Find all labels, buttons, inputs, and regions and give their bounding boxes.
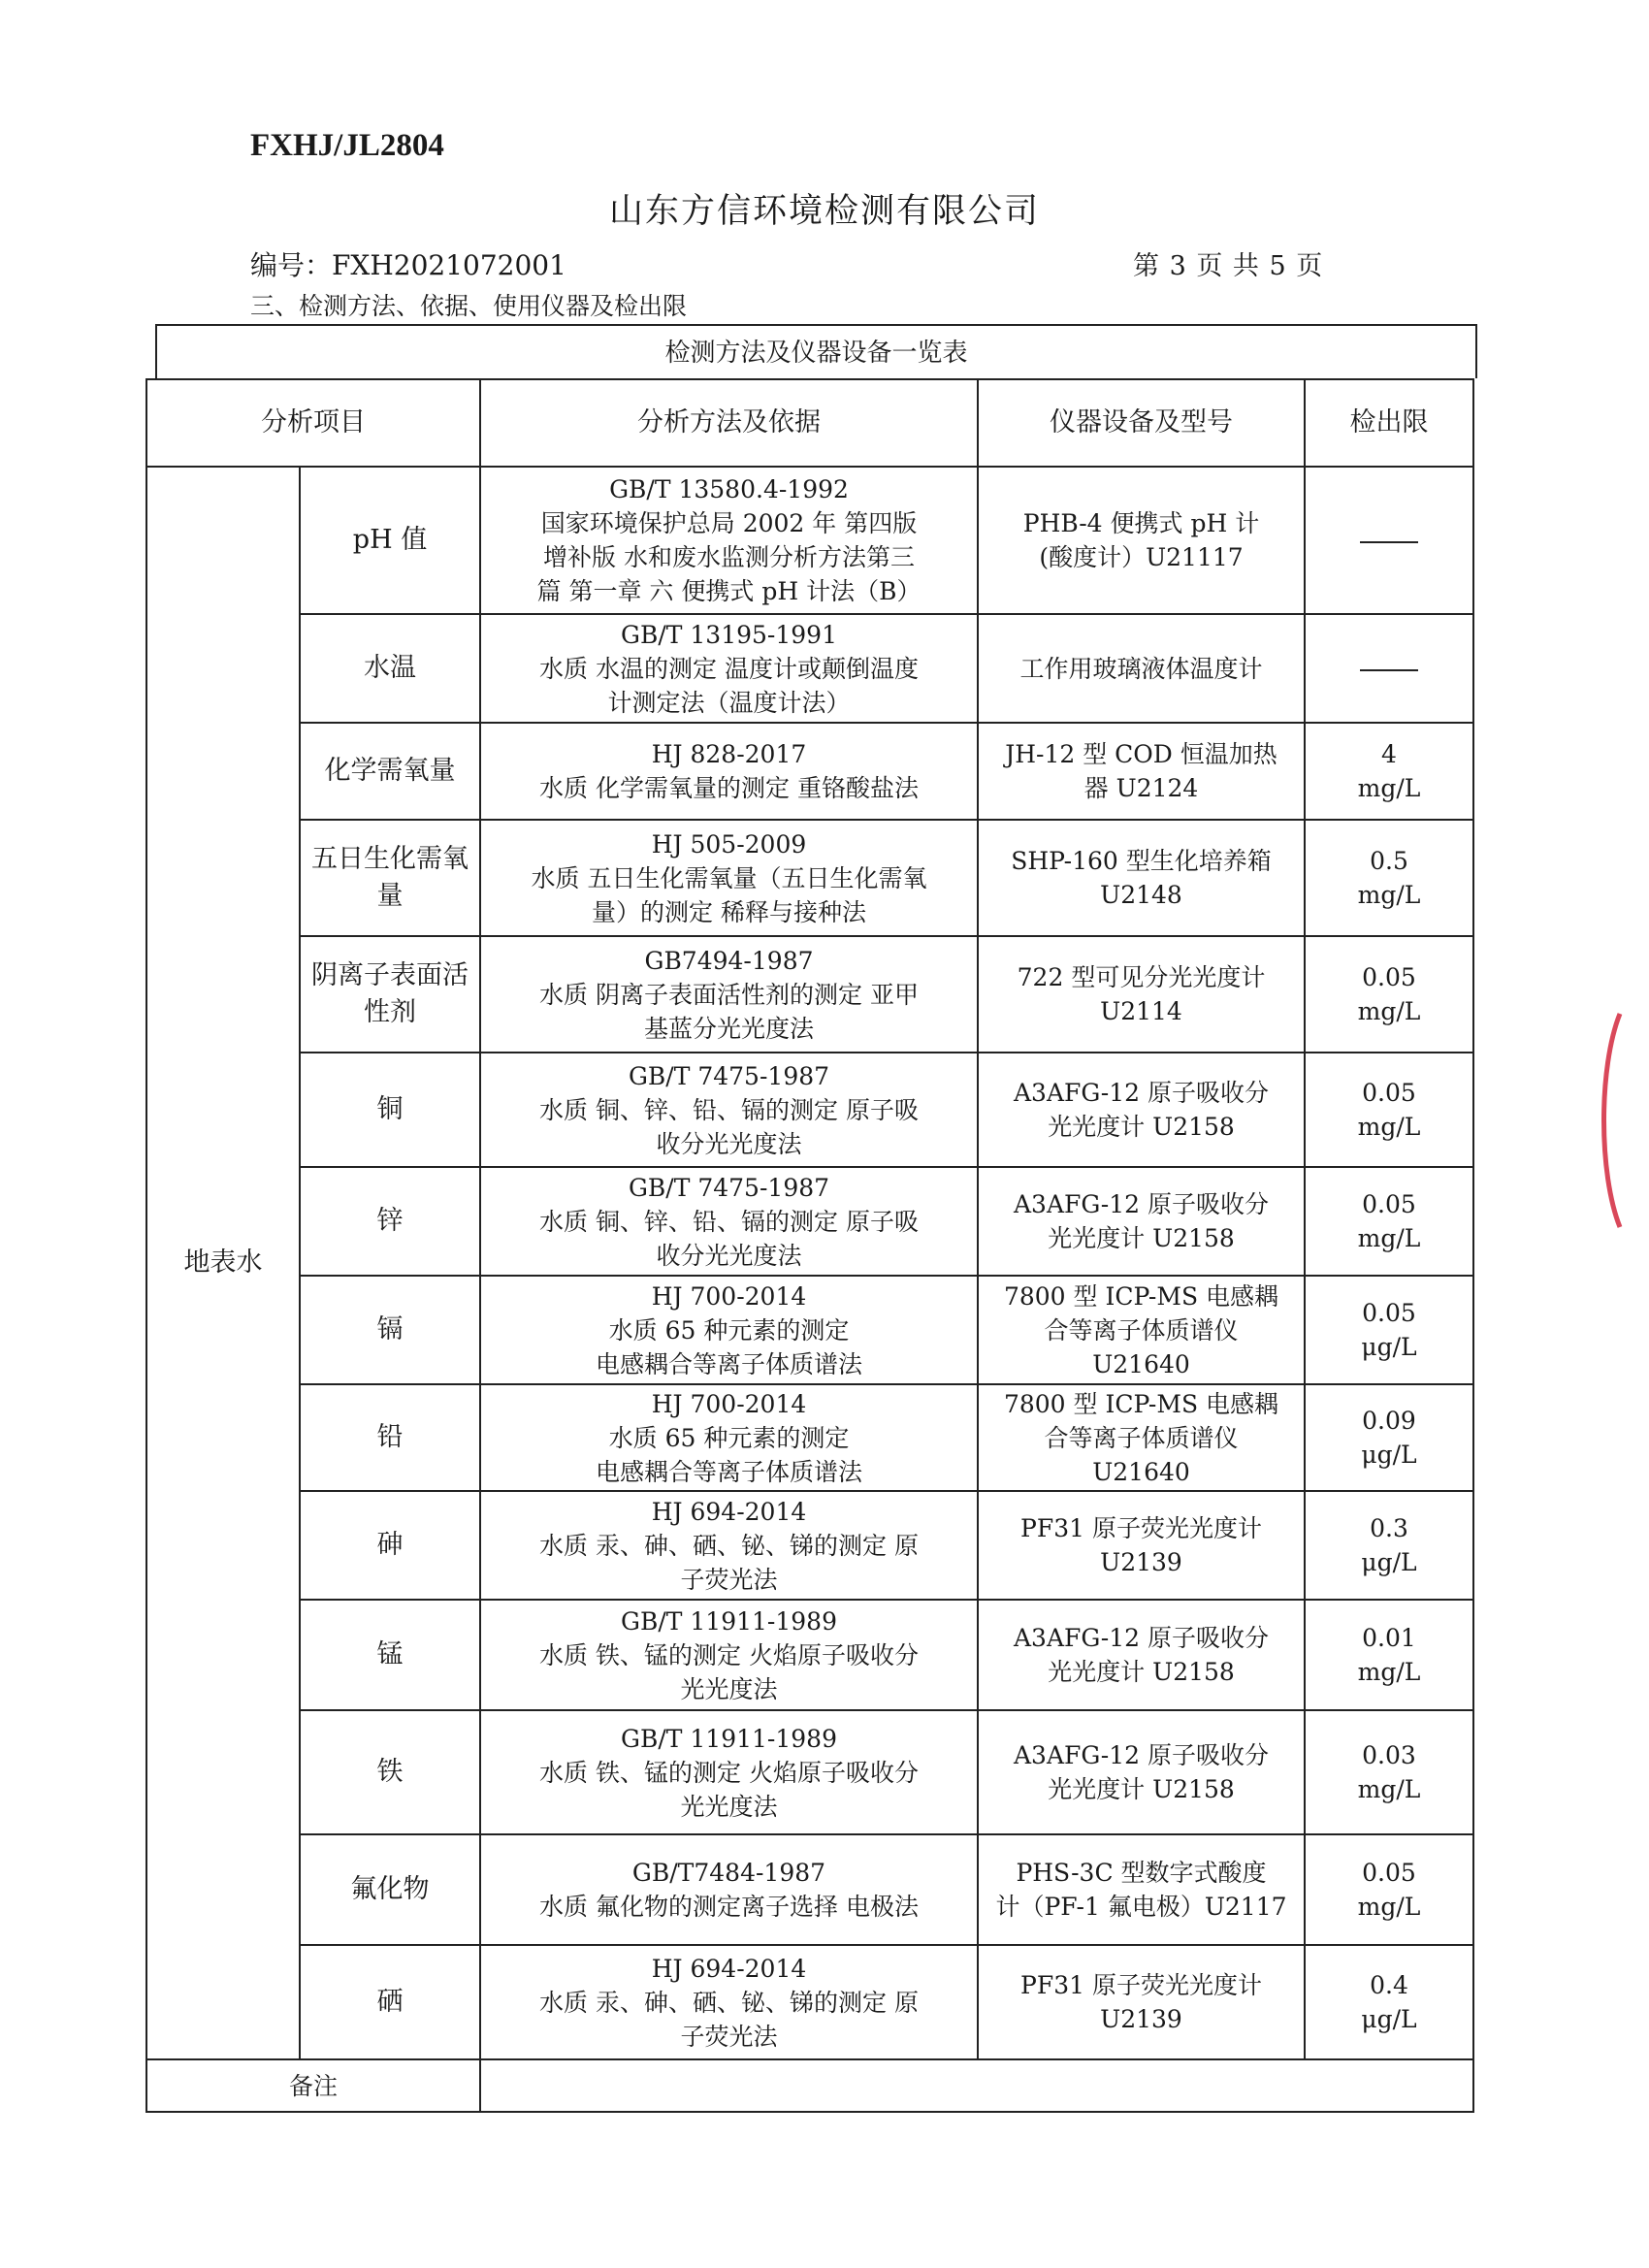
cell-line: 7800 型 ICP-MS 电感耦 [1003, 1281, 1279, 1311]
cell-line: 收分光光度法 [656, 1129, 802, 1158]
method-cell [480, 1945, 978, 2059]
instrument-cell [978, 936, 1305, 1053]
cell-line: 光光度法 [680, 1674, 778, 1703]
dash-mark [1360, 541, 1418, 543]
cell-line: PF31 原子荧光光度计 [1020, 1514, 1262, 1542]
method-cell [480, 614, 978, 723]
instrument-cell [978, 1710, 1305, 1834]
analysis-item-cell: 水温 [300, 614, 480, 723]
cell-line: 子荧光法 [680, 1565, 778, 1594]
method-cell [480, 936, 978, 1053]
methods-table [146, 378, 1474, 2113]
detection-limit-cell [1305, 1384, 1473, 1491]
cell-line: HJ 694-2014 [651, 1497, 807, 1526]
method-cell [480, 1053, 978, 1167]
cell-line: HJ 700-2014 [651, 1281, 807, 1311]
table-row [146, 1384, 1473, 1491]
cell-line: (酸度计）U21117 [1039, 543, 1244, 571]
instrument-cell [978, 820, 1305, 936]
method-cell [480, 1600, 978, 1710]
cell-line: 0.05 [1362, 1299, 1416, 1327]
instrument-cell [978, 1276, 1305, 1384]
cell-line: HJ 828-2017 [651, 740, 807, 768]
cell-line: mg/L [1357, 1113, 1421, 1141]
dash-mark [1360, 669, 1418, 671]
cell-line: 收分光光度法 [656, 1241, 802, 1270]
cell-line: 合等离子体质谱仪 [1044, 1423, 1239, 1452]
cell-line: GB/T 7475-1987 [628, 1061, 830, 1090]
instrument-cell [978, 1053, 1305, 1167]
detection-limit-cell [1305, 1053, 1473, 1167]
analysis-item-cell: 锰 [300, 1600, 480, 1710]
cell-line: 水质 水温的测定 温度计或颠倒温度 [539, 654, 919, 683]
instrument-cell [978, 1384, 1305, 1491]
table-row [146, 723, 1473, 820]
cell-line: 光光度计 U2158 [1048, 1775, 1235, 1803]
cell-line: U2114 [1100, 997, 1182, 1025]
cell-line: 722 型可见分光光度计 [1017, 963, 1266, 991]
method-cell [480, 467, 978, 614]
section-title: 三、检测方法、依据、使用仪器及检出限 [250, 292, 688, 320]
cell-line: 国家环境保护总局 2002 年 第四版 [540, 509, 918, 537]
method-cell [480, 820, 978, 936]
instrument-cell [978, 467, 1305, 614]
cell-line: U2139 [1100, 2005, 1182, 2033]
instrument-cell [978, 1167, 1305, 1276]
header-analysis-item: 分析项目 [146, 379, 480, 467]
cell-line: 0.05 [1362, 1859, 1416, 1887]
cell-line: 电感耦合等离子体质谱法 [595, 1457, 862, 1486]
cell-line: GB/T 13195-1991 [621, 620, 837, 649]
analysis-item-cell: 阴离子表面活性剂 [300, 936, 480, 1053]
cell-line: 光光度计 U2158 [1048, 1658, 1235, 1686]
cell-line: U21640 [1092, 1457, 1190, 1486]
header-method: 分析方法及依据 [480, 379, 978, 467]
header-detection-limit: 检出限 [1305, 379, 1473, 467]
detection-limit-cell [1305, 1276, 1473, 1384]
instrument-cell [978, 1600, 1305, 1710]
analysis-item-cell: 锌 [300, 1167, 480, 1276]
table-row [146, 1600, 1473, 1710]
instrument-cell [978, 723, 1305, 820]
method-cell [480, 723, 978, 820]
cell-line: 子荧光法 [680, 2022, 778, 2051]
analysis-item-cell: 五日生化需氧量 [300, 820, 480, 936]
cell-line: A3AFG-12 原子吸收分 [1013, 1190, 1269, 1218]
cell-line: μg/L [1361, 1333, 1417, 1361]
table-row [146, 1167, 1473, 1276]
cell-line: μg/L [1361, 2005, 1417, 2033]
cell-line: A3AFG-12 原子吸收分 [1013, 1079, 1269, 1107]
detection-limit-cell [1305, 1600, 1473, 1710]
table-row [146, 936, 1473, 1053]
analysis-item-cell: 硒 [300, 1945, 480, 2059]
cell-line: 0.05 [1362, 963, 1416, 991]
table-row [146, 1834, 1473, 1945]
cell-line: 0.01 [1362, 1624, 1416, 1652]
cell-line: PF31 原子荧光光度计 [1020, 1971, 1262, 1999]
detection-limit-cell [1305, 467, 1473, 614]
detection-limit-cell [1305, 1945, 1473, 2059]
cell-line: 水质 铁、锰的测定 火焰原子吸收分 [539, 1640, 919, 1669]
analysis-item-cell: 铅 [300, 1384, 480, 1491]
instrument-cell [978, 614, 1305, 723]
method-cell [480, 1167, 978, 1276]
cell-line: 水质 铜、锌、铅、镉的测定 原子吸 [539, 1095, 919, 1124]
analysis-item-cell: 铜 [300, 1053, 480, 1167]
page-indicator: 第 3 页 共 5 页 [1133, 251, 1324, 281]
cell-line: PHS-3C 型数字式酸度 [1016, 1859, 1267, 1887]
cell-line: 电感耦合等离子体质谱法 [595, 1349, 862, 1378]
cell-line: mg/L [1357, 1658, 1421, 1686]
detection-limit-cell [1305, 614, 1473, 723]
report-number: 编号：FXH2021072001 [250, 249, 566, 281]
table-row [146, 1945, 1473, 2059]
cell-line: 水质 化学需氧量的测定 重铬酸盐法 [539, 774, 919, 802]
cell-line: GB/T 7475-1987 [628, 1173, 830, 1202]
cell-line: 水质 汞、砷、硒、铋、锑的测定 原 [539, 1988, 919, 2017]
cell-line: A3AFG-12 原子吸收分 [1013, 1624, 1269, 1652]
cell-line: mg/L [1357, 774, 1421, 802]
instrument-cell [978, 1491, 1305, 1600]
cell-line: GB7494-1987 [644, 946, 814, 975]
cell-line: U2148 [1100, 881, 1182, 909]
cell-line: 0.05 [1362, 1079, 1416, 1107]
table-row [146, 1491, 1473, 1600]
table-row [146, 1276, 1473, 1384]
analysis-item-cell: 铁 [300, 1710, 480, 1834]
cell-line: mg/L [1357, 1224, 1421, 1252]
analysis-item-cell: 镉 [300, 1276, 480, 1384]
detection-limit-cell [1305, 1710, 1473, 1834]
note-label: 备注 [146, 2059, 480, 2112]
method-cell [480, 1710, 978, 1834]
cell-line: 0.5 [1370, 847, 1408, 875]
header-instrument: 仪器设备及型号 [978, 379, 1305, 467]
cell-line: HJ 505-2009 [651, 829, 807, 859]
cell-line: 计测定法（温度计法） [607, 688, 851, 717]
cell-line: 水质 阴离子表面活性剂的测定 亚甲 [539, 980, 919, 1009]
cell-line: 增补版 水和废水监测分析方法第三 [543, 543, 915, 571]
analysis-item-cell: 氟化物 [300, 1834, 480, 1945]
table-row [146, 1053, 1473, 1167]
method-cell [480, 1491, 978, 1600]
cell-line: 量）的测定 稀释与接种法 [592, 897, 866, 926]
company-name: 山东方信环境检测有限公司 [608, 192, 1040, 231]
cell-line: 基蓝分光光度法 [643, 1014, 814, 1043]
cell-line: 合等离子体质谱仪 [1044, 1315, 1239, 1345]
cell-line: 水质 五日生化需氧量（五日生化需氧 [531, 863, 927, 892]
document-code: FXHJ/JL2804 [250, 128, 444, 163]
cell-line: mg/L [1357, 881, 1421, 909]
cell-line: mg/L [1357, 1893, 1421, 1921]
table-row [146, 614, 1473, 723]
analysis-item-cell: 化学需氧量 [300, 723, 480, 820]
cell-line: 水质 氟化物的测定离子选择 电极法 [539, 1893, 919, 1921]
analysis-item-cell: 砷 [300, 1491, 480, 1600]
instrument-cell [978, 1945, 1305, 2059]
cell-line: SHP-160 型生化培养箱 [1011, 847, 1272, 875]
cell-line: 器 U2124 [1083, 774, 1199, 802]
detection-limit-cell [1305, 820, 1473, 936]
note-row [146, 2059, 1473, 2112]
detection-limit-cell [1305, 723, 1473, 820]
table-row [146, 1710, 1473, 1834]
cell-line: 水质 铁、锰的测定 火焰原子吸收分 [539, 1758, 919, 1787]
cell-line: GB/T 13580.4-1992 [609, 475, 849, 503]
cell-line: 光光度法 [680, 1792, 778, 1821]
table-caption: 检测方法及仪器设备一览表 [155, 324, 1477, 378]
category-cell: 地表水 [146, 467, 300, 2059]
red-seal-stamp-edge [1591, 1009, 1630, 1232]
cell-line: 7800 型 ICP-MS 电感耦 [1003, 1389, 1279, 1418]
cell-line: HJ 700-2014 [651, 1389, 807, 1418]
cell-line: 0.4 [1370, 1971, 1408, 1999]
cell-line: 0.05 [1362, 1190, 1416, 1218]
cell-line: 工作用玻璃液体温度计 [1019, 654, 1263, 683]
table-header-row [146, 379, 1473, 467]
detection-limit-cell [1305, 1834, 1473, 1945]
cell-line: A3AFG-12 原子吸收分 [1013, 1741, 1269, 1769]
cell-line: 0.3 [1370, 1514, 1408, 1542]
cell-line: GB/T 11911-1989 [621, 1724, 837, 1753]
method-cell [480, 1834, 978, 1945]
cell-line: GB/T7484-1987 [631, 1859, 826, 1887]
detection-limit-cell [1305, 1491, 1473, 1600]
cell-line: GB/T 11911-1989 [621, 1606, 837, 1636]
cell-line: 光光度计 U2158 [1048, 1113, 1235, 1141]
cell-line: 4 [1381, 740, 1397, 768]
table-row [146, 820, 1473, 936]
detection-limit-cell [1305, 936, 1473, 1053]
cell-line: mg/L [1357, 997, 1421, 1025]
analysis-item-cell: pH 值 [300, 467, 480, 614]
cell-line: μg/L [1361, 1441, 1417, 1469]
cell-line: 光光度计 U2158 [1048, 1224, 1235, 1252]
cell-line: JH-12 型 COD 恒温加热 [1005, 740, 1277, 768]
cell-line: 0.03 [1362, 1741, 1416, 1769]
detection-limit-cell [1305, 1167, 1473, 1276]
cell-line: 篇 第一章 六 便携式 pH 计法（B） [536, 577, 922, 605]
cell-line: 0.09 [1362, 1407, 1416, 1435]
cell-line: 水质 65 种元素的测定 [608, 1423, 850, 1452]
note-value [480, 2059, 1473, 2112]
method-cell [480, 1384, 978, 1491]
cell-line: 水质 铜、锌、铅、镉的测定 原子吸 [539, 1207, 919, 1236]
cell-line: 水质 汞、砷、硒、铋、锑的测定 原 [539, 1531, 919, 1560]
cell-line: mg/L [1357, 1775, 1421, 1803]
instrument-cell [978, 1834, 1305, 1945]
table-row [146, 467, 1473, 614]
cell-line: U2139 [1100, 1548, 1182, 1576]
cell-line: U21640 [1092, 1349, 1190, 1378]
cell-line: HJ 694-2014 [651, 1954, 807, 1983]
cell-line: 计（PF-1 氟电极）U2117 [995, 1893, 1287, 1921]
method-cell [480, 1276, 978, 1384]
cell-line: μg/L [1361, 1548, 1417, 1576]
cell-line: 水质 65 种元素的测定 [608, 1315, 850, 1345]
cell-line: PHB-4 便携式 pH 计 [1022, 509, 1260, 537]
